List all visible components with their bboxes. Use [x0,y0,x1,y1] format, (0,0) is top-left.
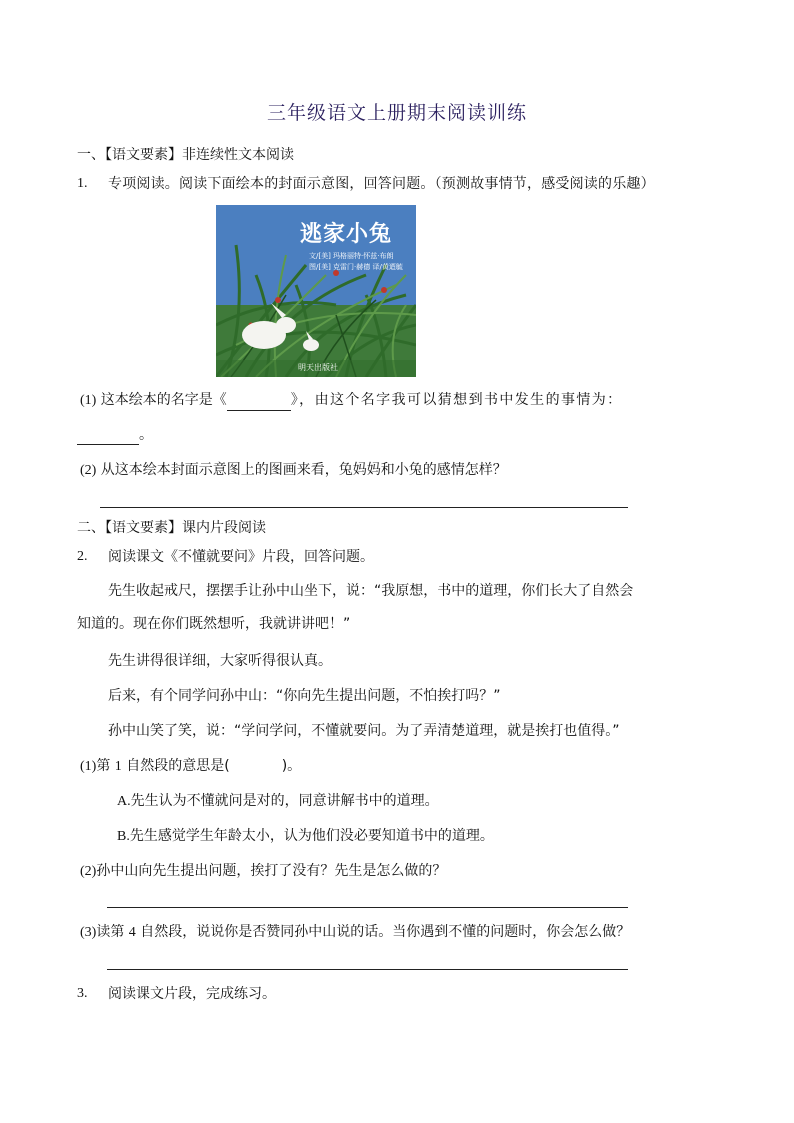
option-letter: B. [117,829,130,844]
sub-question-text: 》，由这个名字我可以猜想到书中发生的事情为： [290,392,623,408]
option-a[interactable] [117,791,439,812]
sub-question-text: 自然段的意思是( [126,758,230,774]
passage-line: 先生讲得很详细，大家听得很认真。 [108,653,332,669]
question-number: 1. [77,176,88,191]
question-prompt: 阅读课文片段，完成练习。 [108,986,276,1002]
passage-line: 知道的。现在你们既然想听，我就讲讲吧！” [77,616,351,632]
sub-question [80,861,446,882]
cover-title: 逃家小兔 [300,222,393,247]
sub-question [80,756,301,777]
question-prompt: 阅读课文《不懂就要问》片段，回答问题。 [108,549,374,565]
sub-question [80,390,623,411]
sub-question-label: (2) [80,463,97,478]
sub-question-label: (1) [80,759,97,774]
sub-question-text: 这本绘本的名字是《 [100,392,227,408]
section-heading: 二、【语文要素】课内片段阅读 [77,520,266,536]
answer-line[interactable] [107,907,628,908]
section-heading: 一、【语文要素】非连续性文本阅读 [77,147,294,163]
answer-line[interactable] [100,507,628,508]
cover-publisher: 明天出版社 [298,363,338,372]
cover-author: 文/[美] 玛格丽特·怀兹·布朗 [309,252,394,260]
question-prompt: 专项阅读。阅读下面绘本的封面示意图，回答问题。（预测故事情节，感受阅读的乐趣） [108,176,655,192]
answer-blank[interactable] [227,410,291,411]
sub-question-label: (3) [80,925,97,940]
option-text: 先生认为不懂就问是对的，同意讲解书中的道理。 [130,793,439,809]
paragraph-number: 4 [128,925,136,940]
sub-question [80,922,630,943]
passage-line: 孙中山笑了笑，说：“学问学问，不懂就要问。为了弄清楚道理，就是挨打也值得。” [108,723,620,739]
sub-question-label: (2) [80,864,97,879]
sub-question-text: )。 [281,758,302,774]
question-number: 2. [77,549,88,564]
passage-line: 先生收起戒尺，摆摆手让孙中山坐下，说：“我原想，书中的道理，你们长大了自然会 [108,583,634,599]
question-number: 3. [77,986,88,1001]
option-b[interactable] [117,826,494,847]
sub-question-text: 从这本绘本封面示意图上的图画来看，兔妈妈和小兔的感情怎样？ [100,462,507,478]
option-text: 先生感觉学生年龄太小，认为他们没必要知道书中的道理。 [129,828,494,844]
answer-blank[interactable] [77,444,139,445]
sub-question-text: 自然段，说说你是否赞同孙中山说的话。当你遇到不懂的问题时，你会怎么做？ [140,924,631,940]
sentence-end: 。 [139,427,153,443]
sub-question-text: 孙中山向先生提出问题，挨打了没有？先生是怎么做的？ [96,863,447,879]
page-title: 三年级语文上册期末阅读训练 [266,102,527,124]
sub-question-text: 第 [96,758,111,774]
cover-illustrator: 图/[美] 克雷门·赫德 译/黄迺毓 [309,263,403,271]
paragraph-number: 1 [114,759,122,774]
answer-line[interactable] [107,969,628,970]
sub-question-text: 读第 [96,924,125,940]
book-cover-image [216,205,416,377]
sub-question-label: (1) [80,393,97,408]
passage-line: 后来，有个同学问孙中山：“你向先生提出问题，不怕挨打吗？” [108,688,501,704]
option-letter: A. [117,794,131,809]
answer-row [77,425,153,445]
sub-question [80,460,507,481]
